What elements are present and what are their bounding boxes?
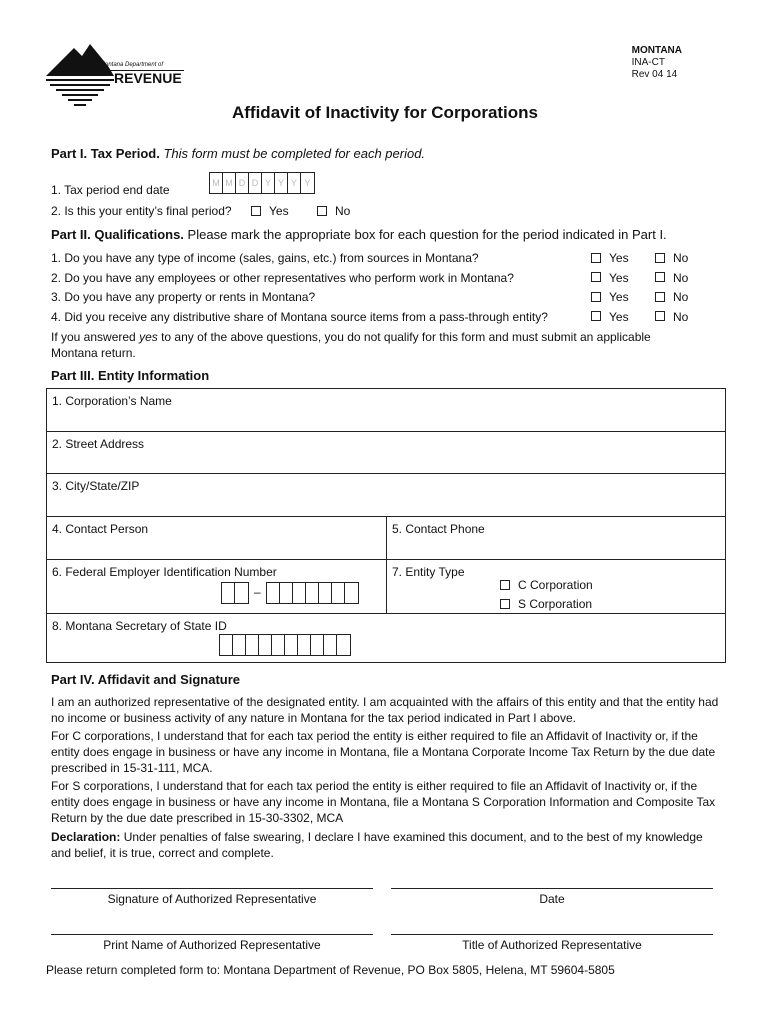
- return-address: Please return completed form to: Montana Department of Revenue, PO Box 5805, Helena, MT 59604-5805: [46, 963, 615, 977]
- digit-box[interactable]: [345, 583, 358, 603]
- s-corporation-option[interactable]: S Corporation: [500, 597, 592, 611]
- digit-box[interactable]: [285, 635, 298, 655]
- digit-box[interactable]: [319, 583, 332, 603]
- date-digit-box[interactable]: D: [249, 173, 262, 193]
- date-digit-box[interactable]: D: [236, 173, 249, 193]
- date-digit-box[interactable]: Y: [304, 178, 311, 188]
- sos-id-field: 8. Montana Secretary of State ID: [46, 613, 726, 663]
- part4-heading: Part IV. Affidavit and Signature: [51, 672, 241, 687]
- digit-box[interactable]: [246, 635, 259, 655]
- qualification-question: 1. Do you have any type of income (sales, gains, etc.) from sources in Montana?: [51, 251, 479, 265]
- digit-box[interactable]: [259, 635, 272, 655]
- affidavit-paragraph-2: For C corporations, I understand that for each tax period the entity is either required to file an Affidavit of Inactivity or, if the entity does engage in business or have any income in Montana, file a Montana Corporate Income Tax Return by the due date prescribed in 15-31-111, MCA.: [51, 729, 716, 775]
- date-digit-box[interactable]: M: [223, 173, 236, 193]
- affidavit-paragraph-3: For S corporations, I understand that for each tax period the entity is either required to file an Affidavit of Inactivity or, if the entity does engage in business or have any income in Montana, file a Montana S Corporation Information and Composite Tax Return by the due date prescribed in 15-30-3302, MCA: [51, 779, 716, 825]
- affidavit-paragraph-1: I am an authorized representative of the designated entity. I am acquainted with the affairs of this entity and that the entity had no income or business activity of any nature in Montana for the tax period indicated in Part I above.: [51, 695, 719, 725]
- date-digit-box[interactable]: M: [210, 173, 223, 193]
- state-label: MONTANA: [631, 45, 682, 56]
- fein-suffix-input[interactable]: [266, 582, 359, 604]
- qualification-yes-option[interactable]: Yes: [591, 251, 629, 265]
- signature-line[interactable]: [51, 888, 373, 889]
- title-line[interactable]: [391, 934, 713, 935]
- part1-heading: Part I. Tax Period. This form must be completed for each period.: [51, 146, 426, 161]
- qualification-question: 4. Did you receive any distributive share of Montana source items from a pass-through entity?: [51, 309, 548, 324]
- digit-box[interactable]: [324, 635, 337, 655]
- date-digit-box[interactable]: Y: [275, 173, 288, 193]
- qualification-no-option[interactable]: No: [655, 251, 688, 265]
- checkbox-icon[interactable]: [591, 311, 601, 321]
- tax-period-date-input[interactable]: [209, 172, 315, 194]
- part2-heading: Part II. Qualifications. Please mark the appropriate box for each question for the period indicated in Part I.: [51, 227, 667, 242]
- form-id: INA-CT: [631, 57, 665, 68]
- date-label: Date: [539, 892, 565, 906]
- checkbox-icon[interactable]: [591, 292, 601, 302]
- checkbox-icon[interactable]: [500, 599, 510, 609]
- final-period-yes[interactable]: Yes: [251, 204, 289, 218]
- date-line[interactable]: [391, 888, 713, 889]
- digit-box[interactable]: [306, 583, 319, 603]
- fein-prefix-input[interactable]: [221, 582, 249, 604]
- fein-dash: –: [254, 585, 261, 599]
- page-title: Affidavit of Inactivity for Corporations: [231, 103, 539, 122]
- contact-phone-field[interactable]: 5. Contact Phone: [386, 516, 726, 560]
- checkbox-icon[interactable]: [591, 253, 601, 263]
- qualification-no-option[interactable]: No: [655, 290, 688, 304]
- checkbox-icon[interactable]: [655, 272, 665, 282]
- city-state-zip-field[interactable]: 3. City/State/ZIP: [46, 473, 726, 517]
- digit-box[interactable]: [235, 583, 248, 603]
- digit-box[interactable]: [272, 635, 285, 655]
- checkbox-icon[interactable]: [500, 580, 510, 590]
- sos-id-input[interactable]: [219, 634, 351, 656]
- declaration: Declaration: Under penalties of false swearing, I declare I have examined this document, and to the best of my knowledge and belief, it is true, correct and complete.: [51, 830, 703, 860]
- contact-person-field[interactable]: 4. Contact Person: [46, 516, 387, 560]
- part3-heading: Part III. Entity Information: [51, 368, 210, 383]
- checkbox-icon[interactable]: [655, 311, 665, 321]
- digit-box[interactable]: [267, 583, 280, 603]
- tax-period-label: 1. Tax period end date: [51, 183, 170, 197]
- digit-box[interactable]: [311, 635, 324, 655]
- checkbox-icon[interactable]: [655, 292, 665, 302]
- digit-box[interactable]: [222, 583, 235, 603]
- digit-box[interactable]: [337, 635, 350, 655]
- corporation-name-field[interactable]: 1. Corporation’s Name: [46, 388, 726, 432]
- part2-note: If you answered yes to any of the above questions, you do not qualify for this form and must submit an applicable: [51, 330, 651, 344]
- c-corporation-option[interactable]: C Corporation: [500, 578, 593, 592]
- date-digit-box[interactable]: Y: [262, 173, 275, 193]
- logo-line2: REVENUE: [114, 70, 182, 86]
- title-label: Title of Authorized Representative: [462, 938, 642, 952]
- form-header-info: [632, 45, 682, 81]
- checkbox-icon[interactable]: [317, 206, 327, 216]
- digit-box[interactable]: [298, 635, 311, 655]
- qualification-yes-option[interactable]: Yes: [591, 310, 629, 324]
- print-name-line[interactable]: [51, 934, 373, 935]
- date-digit-box[interactable]: Y: [288, 173, 301, 193]
- digit-box[interactable]: [280, 583, 293, 603]
- digit-box[interactable]: [332, 583, 345, 603]
- qualification-yes-option[interactable]: Yes: [591, 271, 629, 285]
- print-name-label: Print Name of Authorized Representative: [103, 938, 321, 952]
- qualification-question: 2. Do you have any employees or other representatives who perform work in Montana?: [51, 270, 514, 285]
- fein-field: 6. Federal Employer Identification Number: [46, 559, 387, 614]
- part2-note-cont: Montana return.: [51, 346, 136, 360]
- checkbox-icon[interactable]: [591, 272, 601, 282]
- qualification-yes-option[interactable]: Yes: [591, 290, 629, 304]
- qualification-question: 3. Do you have any property or rents in Montana?: [51, 290, 316, 304]
- checkbox-icon[interactable]: [251, 206, 261, 216]
- qualification-no-option[interactable]: No: [655, 310, 688, 324]
- checkbox-icon[interactable]: [655, 253, 665, 263]
- entity-type-field: 7. Entity Type: [386, 559, 726, 614]
- qualification-no-option[interactable]: No: [655, 271, 688, 285]
- revision: Rev 04 14: [631, 69, 678, 80]
- final-period-no[interactable]: No: [317, 204, 350, 218]
- digit-box[interactable]: [233, 635, 246, 655]
- final-period-question: 2. Is this your entity’s final period?: [51, 204, 232, 218]
- digit-box[interactable]: [293, 583, 306, 603]
- logo-line1: Montana Department of: [100, 62, 164, 68]
- signature-label: Signature of Authorized Representative: [107, 892, 317, 906]
- street-address-field[interactable]: 2. Street Address: [46, 431, 726, 474]
- digit-box[interactable]: [220, 635, 233, 655]
